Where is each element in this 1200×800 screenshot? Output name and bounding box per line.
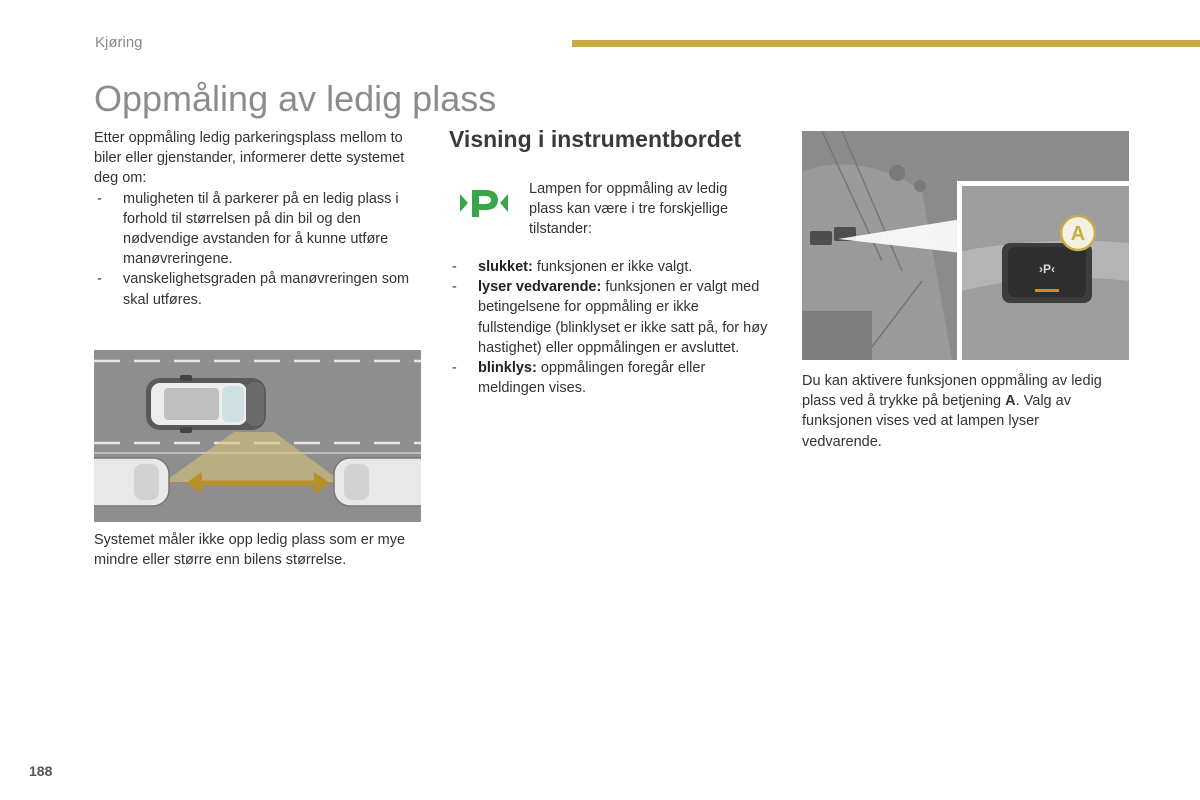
list-item: - muligheten til å parkerer på en ledig plass i forhold til størrelsen på din bil og den nødvendige avstanden for å kunne utføre manøvreringene. [97, 190, 399, 268]
info-list [94, 189, 424, 310]
list-item-text: vanskelighetsgraden på manøvreringen som skal utføres. [123, 271, 410, 308]
intro-block [94, 128, 424, 310]
list-item: - blinklys: oppmålingen foregår eller meldingen vises. [452, 360, 706, 397]
activation-text [802, 371, 1122, 452]
callout-letter: A [1070, 223, 1086, 245]
header-rule [572, 40, 1200, 47]
state-label: lyser vedvarende: [478, 279, 602, 296]
list-item-text: muligheten til å parkerer på en ledig plass i forhold til størrelsen på din bil og den nødvendige avstanden for å kunne utføre manøvreringene. [123, 190, 399, 268]
list-item: - slukket: funksjonen er ikke valgt. [452, 259, 693, 275]
page-title: Oppmåling av ledig plass [94, 78, 497, 119]
state-label: slukket: [478, 259, 533, 275]
button-a-callout [1061, 216, 1095, 250]
parking-space-illustration [94, 350, 421, 522]
state-label: blinklys: [478, 360, 537, 377]
activation-text-part: Du kan aktivere funksjonen oppmåling av ledig plass ved å trykke på betjening [802, 373, 1102, 410]
intro-text: Etter oppmåling ledig parkeringsplass mellom to biler eller gjenstander, informerer dette systemet deg om: [94, 130, 405, 187]
parked-car-right-icon [334, 458, 421, 506]
list-item: - vanskelighetsgraden på manøvreringen som skal utføres. [97, 271, 410, 308]
activation-text-part: . Valg av funksjonen vises ved at lampen lyser vedvarende. [802, 393, 1071, 450]
lamp-description: Lampen for oppmåling av ledig plass kan være i tre forskjellige tilstander: [529, 181, 729, 238]
control-letter: A [1005, 393, 1016, 410]
state-text: oppmålingen foregår eller meldingen vises. [478, 360, 706, 397]
svg-text:›P‹: ›P‹ [1039, 262, 1055, 276]
car-icon [146, 375, 266, 433]
state-text: funksjonen er ikke valgt. [532, 259, 693, 275]
section-heading: Visning i instrumentbordet [449, 126, 742, 152]
illustration-caption: Systemet måler ikke opp ledig plass som er mye mindre eller større enn bilens størrelse. [94, 532, 406, 569]
state-text: funksjonen er valgt med betingelsene for oppmåling er ikke fullstendige (blinklyset er ikke satt på, for høy hastighet) eller oppmålingen er avsluttet. [478, 279, 768, 356]
park-assist-p-icon [458, 186, 510, 220]
page-number: 188 [29, 763, 53, 779]
dashboard-button-illustration [802, 131, 1129, 360]
lamp-states [449, 257, 769, 398]
list-item: - lyser vedvarende: funksjonen er valgt med betingelsene for oppmåling er ikke fullstendige (blinklyset er ikke satt på, for høy hastighet) eller oppmålingen er avsluttet. [452, 279, 768, 356]
parked-car-left-icon [94, 458, 169, 506]
section-name: Kjøring [95, 34, 143, 51]
park-sensor-button-icon [1002, 243, 1092, 303]
